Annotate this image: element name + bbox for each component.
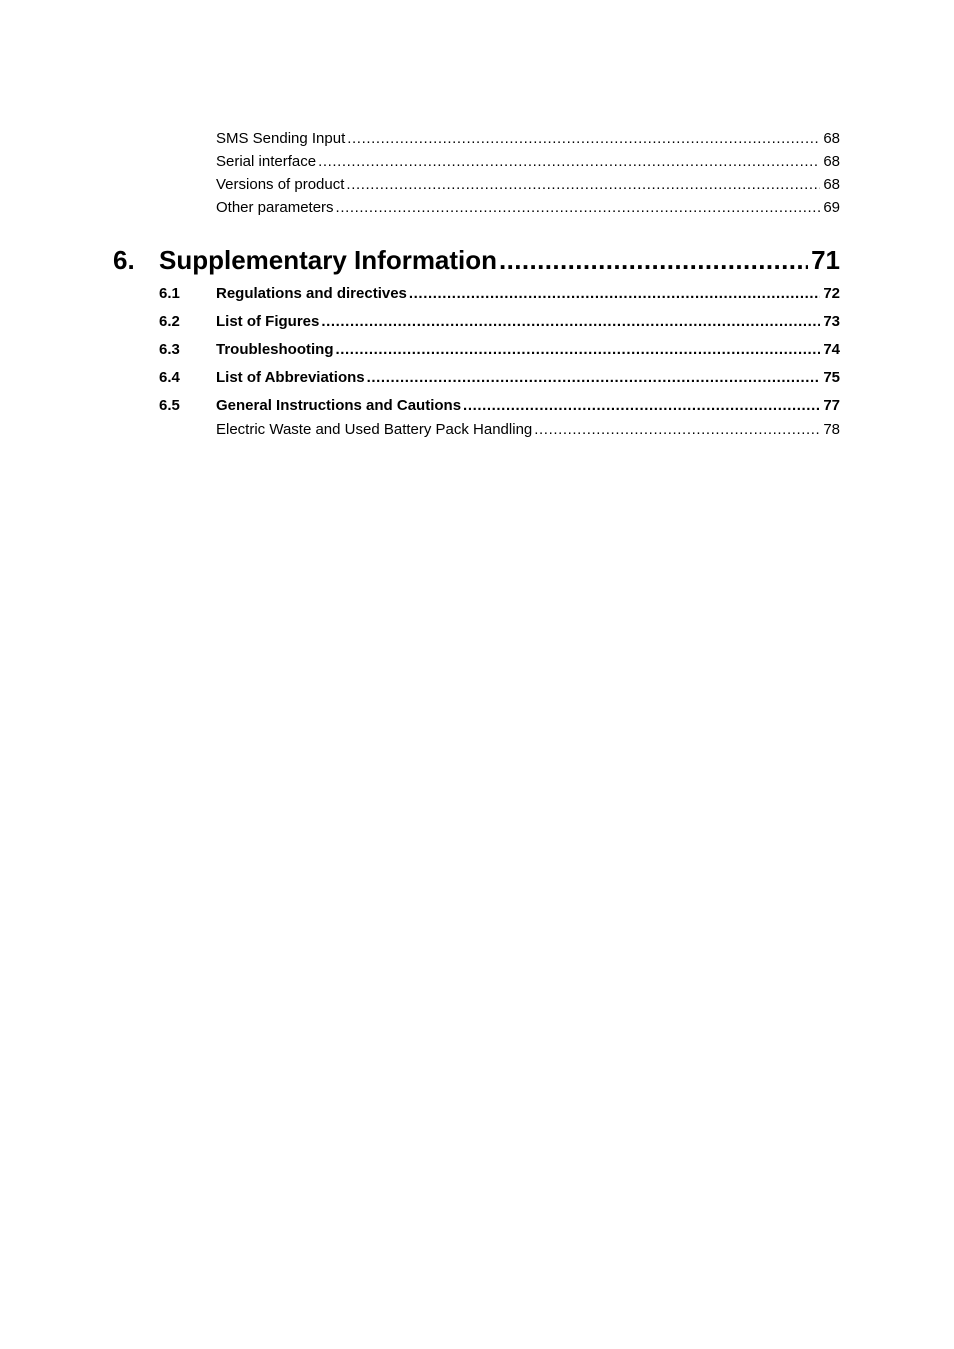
toc-chapter-title: Supplementary Information	[159, 245, 498, 275]
toc-section-number: 6.5	[159, 397, 180, 414]
toc-section-page: 77	[823, 397, 840, 414]
toc-entry-title: Serial interface	[216, 153, 317, 170]
dot-leader	[347, 130, 820, 147]
toc-chapter-page: 71	[811, 245, 840, 275]
toc-entry-page: 78	[823, 421, 840, 438]
toc-section-list-of-abbreviations[interactable]	[216, 369, 840, 389]
toc-entry-page: 68	[823, 130, 840, 147]
dot-leader	[336, 341, 821, 358]
toc-entry-versions-of-product[interactable]	[216, 176, 840, 196]
toc-section-page: 73	[823, 313, 840, 330]
toc-section-page: 75	[823, 369, 840, 386]
toc-entry-page: 68	[823, 153, 840, 170]
toc-entry-page: 69	[823, 199, 840, 216]
toc-section-troubleshooting[interactable]	[216, 341, 840, 361]
toc-entry-title: Versions of product	[216, 176, 345, 193]
toc-section-regulations-and-directives[interactable]	[216, 285, 840, 305]
toc-section-list-of-figures[interactable]	[216, 313, 840, 333]
toc-entry-page: 68	[823, 176, 840, 193]
toc-entry-title: Other parameters	[216, 199, 334, 216]
toc-chapter-number: 6.	[113, 245, 135, 275]
dot-leader	[318, 153, 820, 170]
toc-section-page: 72	[823, 285, 840, 302]
toc-section-number: 6.2	[159, 313, 180, 330]
toc-entry-sms-sending-input[interactable]	[216, 130, 840, 150]
toc-chapter-supplementary-information[interactable]	[159, 245, 840, 276]
toc-section-title: General Instructions and Cautions	[216, 397, 462, 414]
toc-section-number: 6.3	[159, 341, 180, 358]
toc-entry-title: Electric Waste and Used Battery Pack Handling	[216, 421, 533, 438]
toc-section-title: List of Figures	[216, 313, 320, 330]
dot-leader	[409, 285, 820, 302]
toc-entry-electric-waste[interactable]	[216, 421, 840, 441]
dot-leader	[499, 245, 808, 276]
toc-section-number: 6.4	[159, 369, 180, 386]
dot-leader	[321, 313, 820, 330]
dot-leader	[346, 176, 820, 193]
toc-entry-title: SMS Sending Input	[216, 130, 346, 147]
toc-section-number: 6.1	[159, 285, 180, 302]
toc-entry-other-parameters[interactable]	[216, 199, 840, 219]
toc-section-general-instructions-and-cautions[interactable]	[216, 397, 840, 417]
dot-leader	[534, 421, 820, 438]
toc-section-title: Regulations and directives	[216, 285, 407, 302]
toc-section-title: List of Abbreviations	[216, 369, 365, 386]
dot-leader	[367, 369, 821, 386]
toc-entry-serial-interface[interactable]	[216, 153, 840, 173]
toc-section-page: 74	[823, 341, 840, 358]
dot-leader	[336, 199, 821, 216]
dot-leader	[463, 397, 820, 414]
toc-section-title: Troubleshooting	[216, 341, 334, 358]
